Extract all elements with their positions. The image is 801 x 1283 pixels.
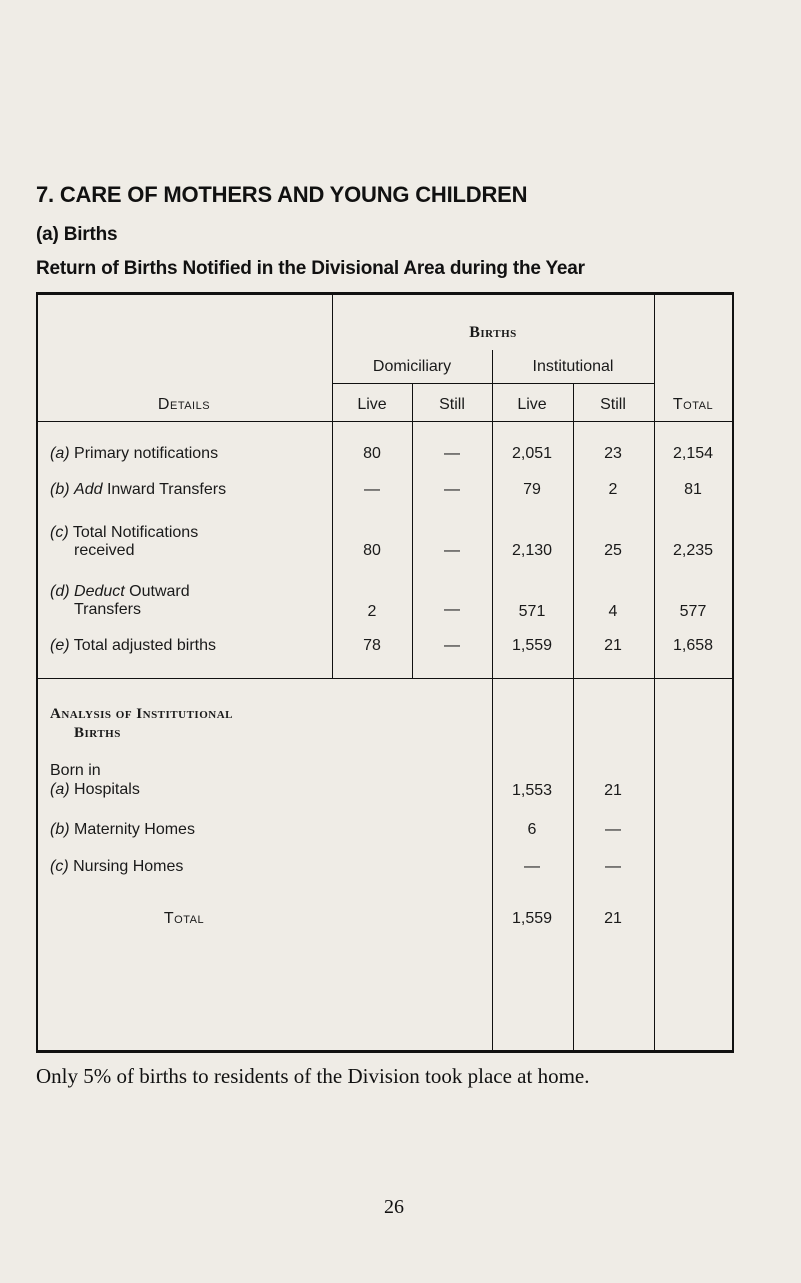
- row-e-dom-live: 78: [363, 637, 381, 654]
- col-rule-4: [573, 383, 574, 1052]
- row-c-total: 2,235: [672, 542, 714, 559]
- subsection-title: (a) Births: [36, 224, 118, 245]
- row-e-inst-live: 1,559: [511, 637, 553, 654]
- dom-live-header: Live: [357, 396, 387, 413]
- section-rule: [36, 678, 734, 679]
- analysis-row-hospitals: (a) Hospitals: [50, 781, 140, 798]
- row-d-dom-still: —: [444, 601, 460, 618]
- row-d-label: (d) Deduct Outward: [50, 583, 190, 600]
- row-d-total: 577: [679, 603, 707, 620]
- row-b-dom-live: —: [364, 481, 380, 498]
- hospitals-still: 21: [604, 782, 622, 799]
- row-d-inst-still: 4: [608, 603, 618, 620]
- analysis-total-label: Total: [163, 910, 205, 927]
- col-rule-3: [492, 350, 493, 1052]
- row-e-inst-still: 21: [604, 637, 622, 654]
- analysis-total-live: 1,559: [511, 910, 553, 927]
- row-c-label: (c) Total Notifications: [50, 524, 199, 541]
- row-e-dom-still: —: [444, 637, 460, 654]
- hospitals-live: 1,553: [511, 782, 553, 799]
- row-d-dom-live: 2: [367, 603, 377, 620]
- maternity-live: 6: [527, 821, 537, 838]
- row-b-dom-still: —: [444, 481, 460, 498]
- col-rule-5: [654, 292, 655, 1052]
- born-in-label: Born in: [50, 762, 101, 779]
- births-table: [36, 292, 734, 1053]
- total-header: Total: [672, 396, 714, 413]
- nursing-live: —: [524, 858, 540, 875]
- row-d-label-line2: Transfers: [74, 601, 141, 618]
- table-bottom-rule: [36, 1050, 734, 1053]
- analysis-total-still: 21: [604, 910, 622, 927]
- row-b-label: (b) Add Inward Transfers: [50, 481, 227, 498]
- table-right-rule: [732, 292, 734, 1053]
- page-number: 26: [384, 1196, 404, 1218]
- inst-live-header: Live: [517, 396, 547, 413]
- row-a-dom-live: 80: [363, 445, 381, 462]
- footnote: Only 5% of births to residents of the Division took place at home.: [36, 1064, 590, 1088]
- row-a-dom-still: —: [444, 445, 460, 462]
- institutional-header: Institutional: [532, 358, 614, 375]
- row-a-inst-live: 2,051: [511, 445, 553, 462]
- table-top-rule: [36, 292, 734, 295]
- births-header: Births: [469, 324, 517, 341]
- col-rule-1: [332, 292, 333, 678]
- row-a-inst-still: 23: [604, 445, 622, 462]
- analysis-heading: Analysis of Institutional: [50, 706, 233, 722]
- row-b-inst-live: 79: [523, 481, 541, 498]
- row-c-label-line2: received: [74, 542, 135, 559]
- nursing-still: —: [605, 858, 621, 875]
- analysis-row-nursing: (c) Nursing Homes: [50, 858, 184, 875]
- table-left-rule: [36, 292, 38, 1053]
- section-title: 7. CARE OF MOTHERS AND YOUNG CHILDREN: [36, 182, 528, 207]
- details-header: Details: [157, 396, 211, 413]
- row-e-label: (e) Total adjusted births: [50, 637, 217, 654]
- row-b-total: 81: [684, 481, 702, 498]
- domiciliary-header: Domiciliary: [372, 358, 452, 375]
- row-e-total: 1,658: [672, 637, 714, 654]
- row-c-inst-still: 25: [604, 542, 622, 559]
- analysis-row-maternity: (b) Maternity Homes: [50, 821, 195, 838]
- table-caption: Return of Births Notified in the Divisional Area during the Year: [36, 258, 585, 279]
- col-rule-2: [412, 383, 413, 678]
- dom-still-header: Still: [439, 396, 465, 413]
- row-d-inst-live: 571: [518, 603, 546, 620]
- row-a-total: 2,154: [672, 445, 714, 462]
- header-rule-mid: [332, 383, 654, 384]
- row-c-dom-still: —: [444, 542, 460, 559]
- row-c-inst-live: 2,130: [511, 542, 553, 559]
- inst-still-header: Still: [600, 396, 626, 413]
- header-rule-bottom: [36, 421, 734, 422]
- row-b-inst-still: 2: [608, 481, 618, 498]
- row-a-label: (a) Primary notifications: [50, 445, 219, 462]
- analysis-heading-line2: Births: [74, 725, 121, 741]
- maternity-still: —: [605, 821, 621, 838]
- row-c-dom-live: 80: [363, 542, 381, 559]
